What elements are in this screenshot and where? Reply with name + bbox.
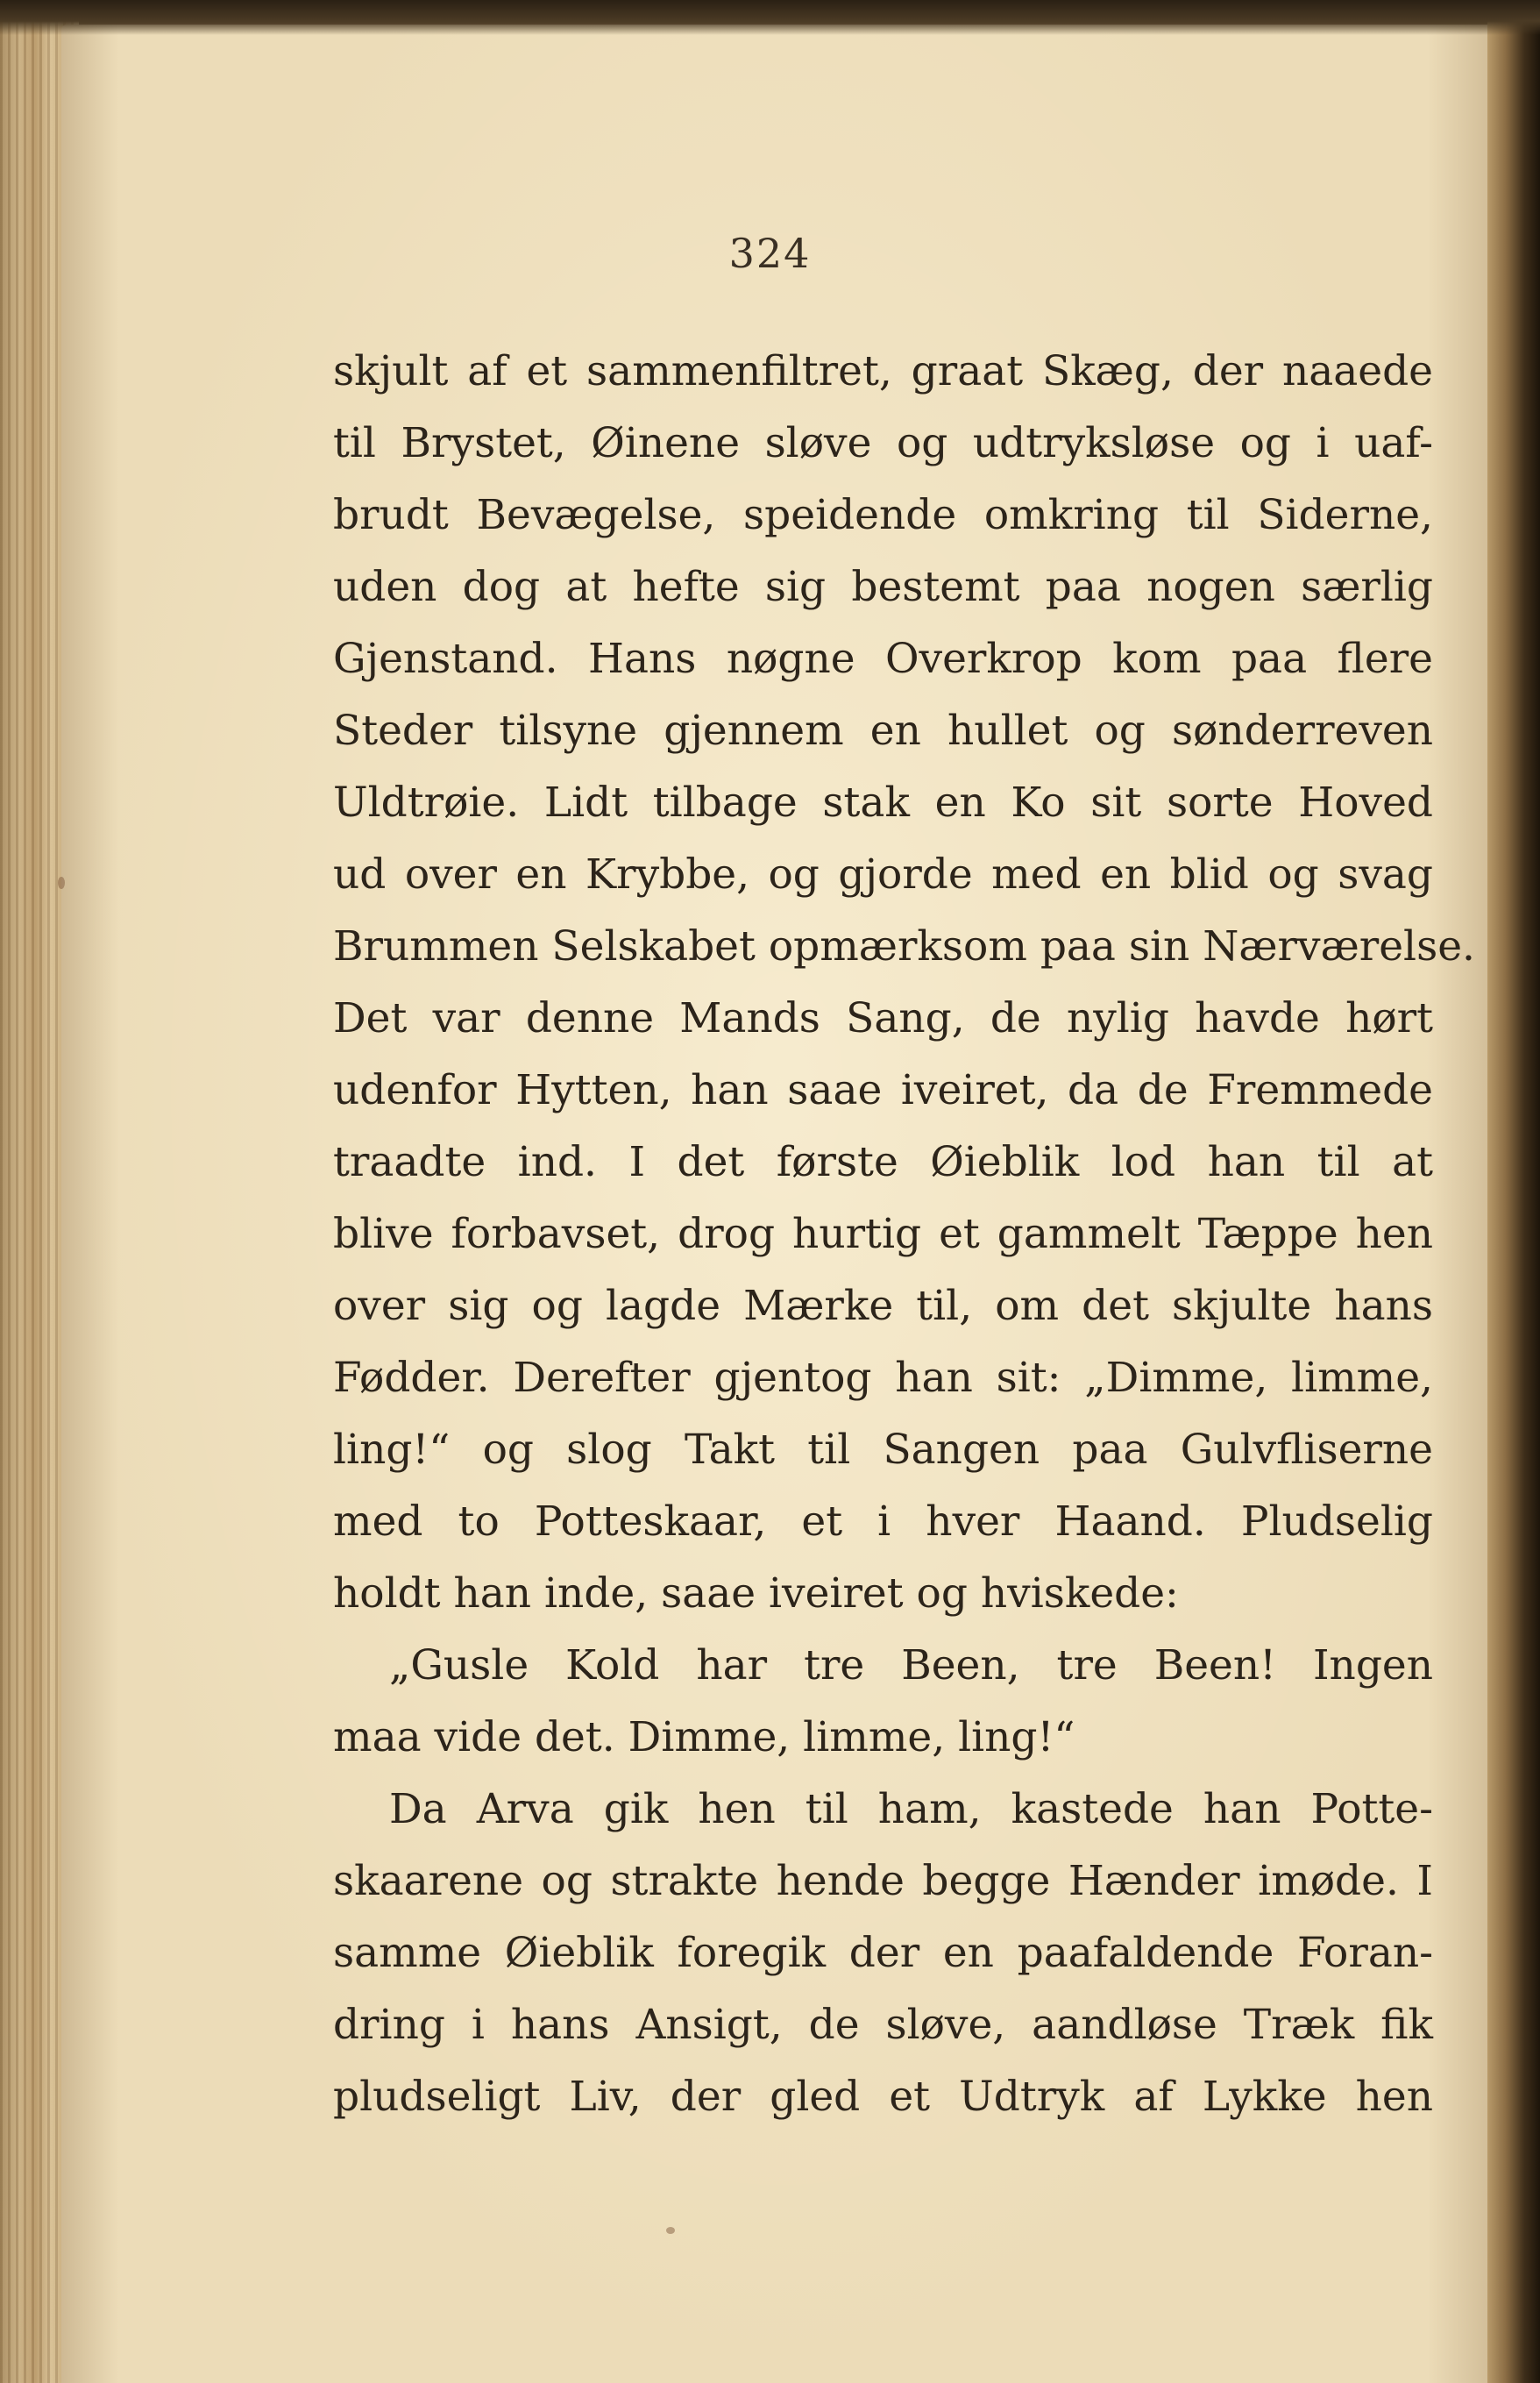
text-line: Fødder. Derefter gjentog han sit: „Dimme, limme, — [333, 1354, 1433, 1402]
text-line: Brummen Selskabet opmærksom paa sin Nærværelse. — [333, 922, 1475, 971]
text-line: Uldtrøie. Lidt tilbage stak en Ko sit sorte Hoved — [333, 779, 1433, 827]
text-line: „Gusle Kold har tre Been, tre Been! Ingen — [389, 1641, 1433, 1689]
text-line: skaarene og strakte hende begge Hænder imøde. I — [333, 1857, 1433, 1905]
text-line: pludseligt Liv, der gled et Udtryk af Lykke hen — [333, 2073, 1433, 2121]
page-number: 324 — [728, 230, 812, 277]
text-line: uden dog at hefte sig bestemt paa nogen særlig — [333, 563, 1433, 611]
page-edge-right — [1487, 0, 1540, 2383]
text-line: Steder tilsyne gjennem en hullet og sønderreven — [333, 707, 1433, 755]
text-line: Da Arva gik hen til ham, kastede han Potte- — [389, 1785, 1433, 1833]
text-line: ling!“ og slog Takt til Sangen paa Gulvfliserne — [333, 1426, 1433, 1474]
text-line: udenfor Hytten, han saae ivеiret, da de Fremmede — [333, 1066, 1433, 1114]
text-line: til Brystet, Øinene sløve og udtryksløse og i uaf- — [333, 419, 1433, 467]
text-line: maa vide det. Dimme, limme, ling!“ — [333, 1713, 1075, 1761]
text-line: blive forbavset, drog hurtig et gammelt Tæppe hen — [333, 1210, 1433, 1258]
text-line: holdt han inde, saae iveiret og hviskede: — [333, 1569, 1179, 1618]
text-line: samme Øieblik foregik der en paafaldende Foran- — [333, 1929, 1433, 1977]
text-line: skjult af et sammenfiltret, graat Skæg, der naaede — [333, 347, 1433, 395]
text-line: Gjenstand. Hans nøgne Overkrop kom paa flere — [333, 635, 1433, 683]
text-line: over sig og lagde Mærke til, om det skjulte hans — [333, 1282, 1433, 1330]
text-line: ud over en Krybbe, og gjorde med en blid og svag — [333, 850, 1433, 899]
paper-speck — [666, 2227, 675, 2234]
page-edge-top — [0, 0, 1540, 35]
body-text — [333, 336, 1475, 2133]
text-line: Det var denne Mands Sang, de nylig havde hørt — [333, 994, 1433, 1042]
text-line: traadte ind. I det første Øieblik lod han til at — [333, 1138, 1433, 1186]
paper-speck — [58, 877, 65, 889]
text-line: dring i hans Ansigt, de sløve, aandløse Træk fik — [333, 2001, 1433, 2049]
text-line: brudt Bevægelse, speidende omkring til Siderne, — [333, 491, 1433, 539]
text-line: med to Potteskaar, et i hver Haand. Pludselig — [333, 1497, 1433, 1546]
